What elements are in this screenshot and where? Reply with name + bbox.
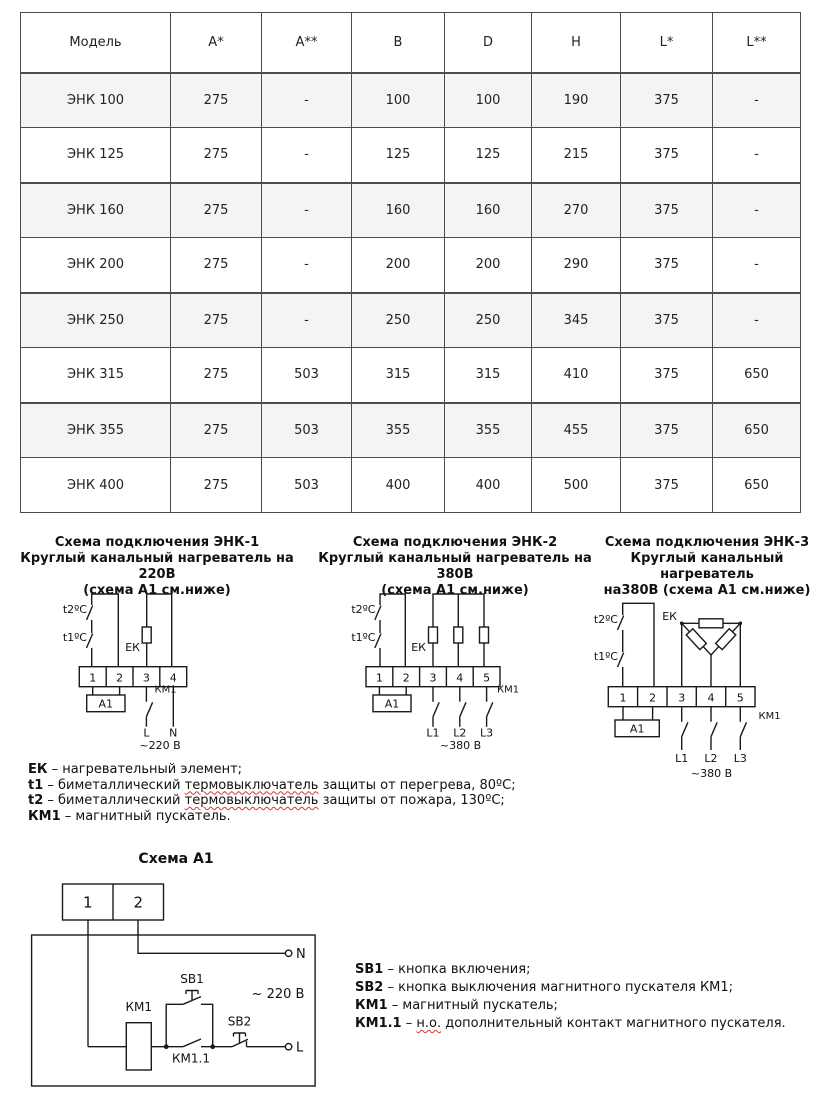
table-row bbox=[21, 238, 801, 293]
line-L1-label: L1 bbox=[675, 752, 689, 765]
km11-label: КМ1.1 bbox=[172, 1051, 210, 1066]
km1-label: КМ1 bbox=[497, 684, 520, 696]
terminal-5: 5 bbox=[483, 671, 491, 685]
table-cell: 275 bbox=[171, 348, 262, 403]
sb1-label: SB1 bbox=[180, 972, 204, 986]
table-cell: 100 bbox=[445, 73, 532, 128]
km1-label: КМ1 bbox=[758, 711, 781, 722]
t1-label: t1ºC bbox=[351, 631, 376, 644]
t2-label: t2ºC bbox=[62, 603, 87, 616]
terminal-block bbox=[63, 884, 164, 920]
heater-spec-table bbox=[20, 12, 801, 513]
legend-item: ЕК – нагревательный элемент; bbox=[28, 762, 243, 777]
ek-label: ЕК bbox=[125, 641, 140, 654]
table-cell: 100 bbox=[352, 73, 445, 128]
line-N-label: N bbox=[296, 947, 306, 962]
schematic-enk1 bbox=[30, 588, 260, 756]
table-cell: - bbox=[262, 238, 352, 293]
ek-label: ЕК bbox=[411, 641, 426, 654]
title-line: Круглый канальный нагреватель на 220В bbox=[20, 551, 294, 582]
a1-label: А1 bbox=[384, 697, 400, 711]
terminal-3: 3 bbox=[678, 691, 686, 705]
table-header-row bbox=[21, 13, 801, 73]
legend-item: t1 – биметаллический термовыключатель защиты от перегрева, 80ºС; bbox=[28, 777, 516, 793]
a1-schema-title: Схема А1 bbox=[138, 851, 214, 867]
col-header: Модель bbox=[21, 13, 171, 73]
t1-label: t1ºC bbox=[593, 650, 618, 663]
table-cell: 503 bbox=[262, 348, 352, 403]
terminal-4: 4 bbox=[707, 691, 715, 705]
col-header: H bbox=[532, 13, 621, 73]
table-cell: ЭНК 200 bbox=[21, 238, 171, 293]
table-cell: 190 bbox=[532, 73, 621, 128]
km1-coil-icon bbox=[126, 1023, 151, 1070]
heater-resistor-icon bbox=[699, 619, 723, 628]
table-cell: 200 bbox=[445, 238, 532, 293]
table-row bbox=[21, 293, 801, 348]
terminal-2: 2 bbox=[133, 893, 144, 912]
table-cell: 375 bbox=[621, 183, 713, 238]
col-header: B bbox=[352, 13, 445, 73]
km1-label: КМ1 bbox=[125, 1000, 153, 1014]
table-cell: 315 bbox=[445, 348, 532, 403]
t1-switch-icon bbox=[618, 653, 624, 668]
table-cell: 375 bbox=[621, 348, 713, 403]
table-cell: 650 bbox=[713, 458, 801, 513]
table-cell: 410 bbox=[532, 348, 621, 403]
heater-loop bbox=[142, 594, 172, 667]
t1-switch-icon bbox=[375, 634, 381, 649]
table-cell: - bbox=[713, 293, 801, 348]
table-cell: 250 bbox=[445, 293, 532, 348]
t2-switch-icon bbox=[375, 606, 381, 621]
terminal-3: 3 bbox=[142, 671, 150, 685]
l-terminal-icon bbox=[285, 1044, 291, 1050]
terminal-1: 1 bbox=[619, 691, 627, 705]
col-header: L* bbox=[621, 13, 713, 73]
voltage-label: ~380 В bbox=[690, 767, 733, 780]
km1-label: КМ1 bbox=[154, 684, 177, 696]
table-cell: 375 bbox=[621, 128, 713, 183]
table-cell: 345 bbox=[532, 293, 621, 348]
table-cell: 375 bbox=[621, 293, 713, 348]
terminal-4: 4 bbox=[169, 671, 177, 685]
table-cell: 200 bbox=[352, 238, 445, 293]
voltage-label: ~380 В bbox=[439, 739, 482, 752]
t2-switch-icon bbox=[87, 606, 93, 621]
line-L3-label: L3 bbox=[733, 752, 747, 765]
table-cell: - bbox=[713, 128, 801, 183]
title-line: Круглый канальный нагреватель bbox=[630, 551, 784, 582]
heater-resistor-icon bbox=[429, 627, 438, 643]
table-row bbox=[21, 348, 801, 403]
table-cell: 125 bbox=[352, 128, 445, 183]
heater-delta bbox=[680, 619, 742, 687]
legend-item: КМ1 – магнитный пускатель; bbox=[355, 998, 558, 1013]
thermal-switch-loop bbox=[87, 594, 119, 667]
terminal-2: 2 bbox=[649, 691, 657, 705]
table-row bbox=[21, 458, 801, 513]
col-header: A** bbox=[262, 13, 352, 73]
terminal-3: 3 bbox=[429, 671, 437, 685]
legend-item: SB1 – кнопка включения; bbox=[355, 962, 531, 977]
table-cell: - bbox=[262, 128, 352, 183]
a1-label: А1 bbox=[98, 697, 114, 711]
table-cell: 275 bbox=[171, 238, 262, 293]
t2-label: t2ºC bbox=[593, 613, 618, 626]
table-cell: 400 bbox=[352, 458, 445, 513]
table-cell: 650 bbox=[713, 348, 801, 403]
table-cell: - bbox=[262, 183, 352, 238]
col-header: D bbox=[445, 13, 532, 73]
title-line: на380В (схема А1 см.ниже) bbox=[603, 583, 811, 598]
table-cell: 455 bbox=[532, 403, 621, 458]
table-cell: - bbox=[713, 238, 801, 293]
heater-resistor-icon bbox=[716, 629, 736, 650]
table-cell: 250 bbox=[352, 293, 445, 348]
t1-label: t1ºC bbox=[62, 631, 87, 644]
km1-contacts bbox=[682, 707, 747, 750]
heater-resistor-icon bbox=[686, 629, 706, 650]
legend-item: КМ1.1 – н.о. дополнительный контакт магнитного пускателя. bbox=[355, 1016, 786, 1031]
table-cell: 375 bbox=[621, 458, 713, 513]
terminal-1: 1 bbox=[89, 671, 97, 685]
km11-contact-icon bbox=[183, 1039, 201, 1047]
schematic-enk2 bbox=[330, 588, 580, 756]
table-cell: 503 bbox=[262, 403, 352, 458]
table-cell: 275 bbox=[171, 293, 262, 348]
heater-loop bbox=[429, 594, 489, 667]
terminal-1: 1 bbox=[375, 671, 383, 685]
table-cell: 355 bbox=[445, 403, 532, 458]
component-legend bbox=[28, 762, 516, 824]
terminal-2: 2 bbox=[116, 671, 124, 685]
title-line: Схема подключения ЭНК-3 bbox=[604, 535, 810, 550]
table-cell: ЭНК 100 bbox=[21, 73, 171, 128]
table-cell: 215 bbox=[532, 128, 621, 183]
line-L-label: L bbox=[143, 726, 150, 740]
thermal-switch-loop bbox=[375, 594, 406, 667]
table-cell: 500 bbox=[532, 458, 621, 513]
voltage-label: ~ 220 В bbox=[251, 987, 305, 1002]
terminal-2: 2 bbox=[402, 671, 410, 685]
table-cell: 275 bbox=[171, 458, 262, 513]
terminal-4: 4 bbox=[456, 671, 464, 685]
line-L-label: L bbox=[296, 1040, 304, 1056]
table-row bbox=[21, 183, 801, 238]
line-N-label: N bbox=[169, 726, 178, 740]
table-cell: 275 bbox=[171, 183, 262, 238]
table-cell: - bbox=[713, 73, 801, 128]
a1-label: А1 bbox=[629, 722, 645, 736]
ek-label: ЕК bbox=[662, 610, 677, 623]
contactor-switch-icon bbox=[146, 702, 152, 716]
line-L2-label: L2 bbox=[453, 726, 467, 740]
title-line: (схема А1 см.ниже) bbox=[83, 583, 231, 598]
t2-label: t2ºC bbox=[351, 603, 376, 616]
table-row bbox=[21, 73, 801, 128]
table-cell: 275 bbox=[171, 403, 262, 458]
table-cell: 275 bbox=[171, 73, 262, 128]
title-line: (схема А1 см.ниже) bbox=[381, 583, 529, 598]
table-cell: 275 bbox=[171, 128, 262, 183]
table-cell: 270 bbox=[532, 183, 621, 238]
legend-item: t2 – биметаллический термовыключатель защиты от пожара, 130ºС; bbox=[28, 793, 505, 808]
table-cell: ЭНК 400 bbox=[21, 458, 171, 513]
n-terminal-icon bbox=[285, 950, 291, 956]
t2-switch-icon bbox=[618, 616, 624, 631]
table-cell: 375 bbox=[621, 238, 713, 293]
table-cell: 315 bbox=[352, 348, 445, 403]
title-line: Круглый канальный нагреватель на 380В bbox=[318, 551, 592, 582]
legend-item: КМ1 – магнитный пускатель. bbox=[28, 808, 231, 824]
table-cell: ЭНК 315 bbox=[21, 348, 171, 403]
thermal-switch-loop bbox=[618, 603, 655, 686]
sb2-label: SB2 bbox=[227, 1014, 252, 1029]
terminal-5: 5 bbox=[736, 691, 744, 705]
terminal-1: 1 bbox=[83, 893, 93, 912]
table-cell: 375 bbox=[621, 73, 713, 128]
table-cell: ЭНК 355 bbox=[21, 403, 171, 458]
line-L3-label: L3 bbox=[480, 726, 494, 740]
line-L2-label: L2 bbox=[704, 752, 718, 765]
table-cell: 125 bbox=[445, 128, 532, 183]
heater-resistor-icon bbox=[454, 627, 463, 643]
table-cell: ЭНК 125 bbox=[21, 128, 171, 183]
table-cell: ЭНК 250 bbox=[21, 293, 171, 348]
table-row bbox=[21, 128, 801, 183]
a1-legend bbox=[355, 961, 786, 1033]
schematic-enk3 bbox=[585, 588, 820, 788]
schematic-a1 bbox=[20, 875, 360, 1090]
table-cell: 650 bbox=[713, 403, 801, 458]
legend-item: SB2 – кнопка выключения магнитного пускателя КМ1; bbox=[355, 980, 734, 995]
heater-resistor-icon bbox=[480, 627, 489, 643]
t1-switch-icon bbox=[87, 634, 93, 649]
table-cell: ЭНК 160 bbox=[21, 183, 171, 238]
table-cell: - bbox=[262, 73, 352, 128]
voltage-label: ~220 В bbox=[139, 739, 181, 752]
table-cell: - bbox=[262, 293, 352, 348]
title-line: Схема подключения ЭНК-1 bbox=[54, 535, 260, 550]
line-L1-label: L1 bbox=[426, 726, 440, 740]
table-cell: 355 bbox=[352, 403, 445, 458]
heater-resistor-icon bbox=[142, 627, 151, 643]
table-cell: 160 bbox=[352, 183, 445, 238]
col-header: A* bbox=[171, 13, 262, 73]
table-cell: 503 bbox=[262, 458, 352, 513]
km1-contacts bbox=[433, 687, 493, 727]
table-row bbox=[21, 403, 801, 458]
table-cell: - bbox=[713, 183, 801, 238]
col-header: L** bbox=[713, 13, 801, 73]
table-cell: 160 bbox=[445, 183, 532, 238]
table-cell: 375 bbox=[621, 403, 713, 458]
table-cell: 400 bbox=[445, 458, 532, 513]
table-cell: 290 bbox=[532, 238, 621, 293]
title-line: Схема подключения ЭНК-2 bbox=[352, 535, 558, 550]
